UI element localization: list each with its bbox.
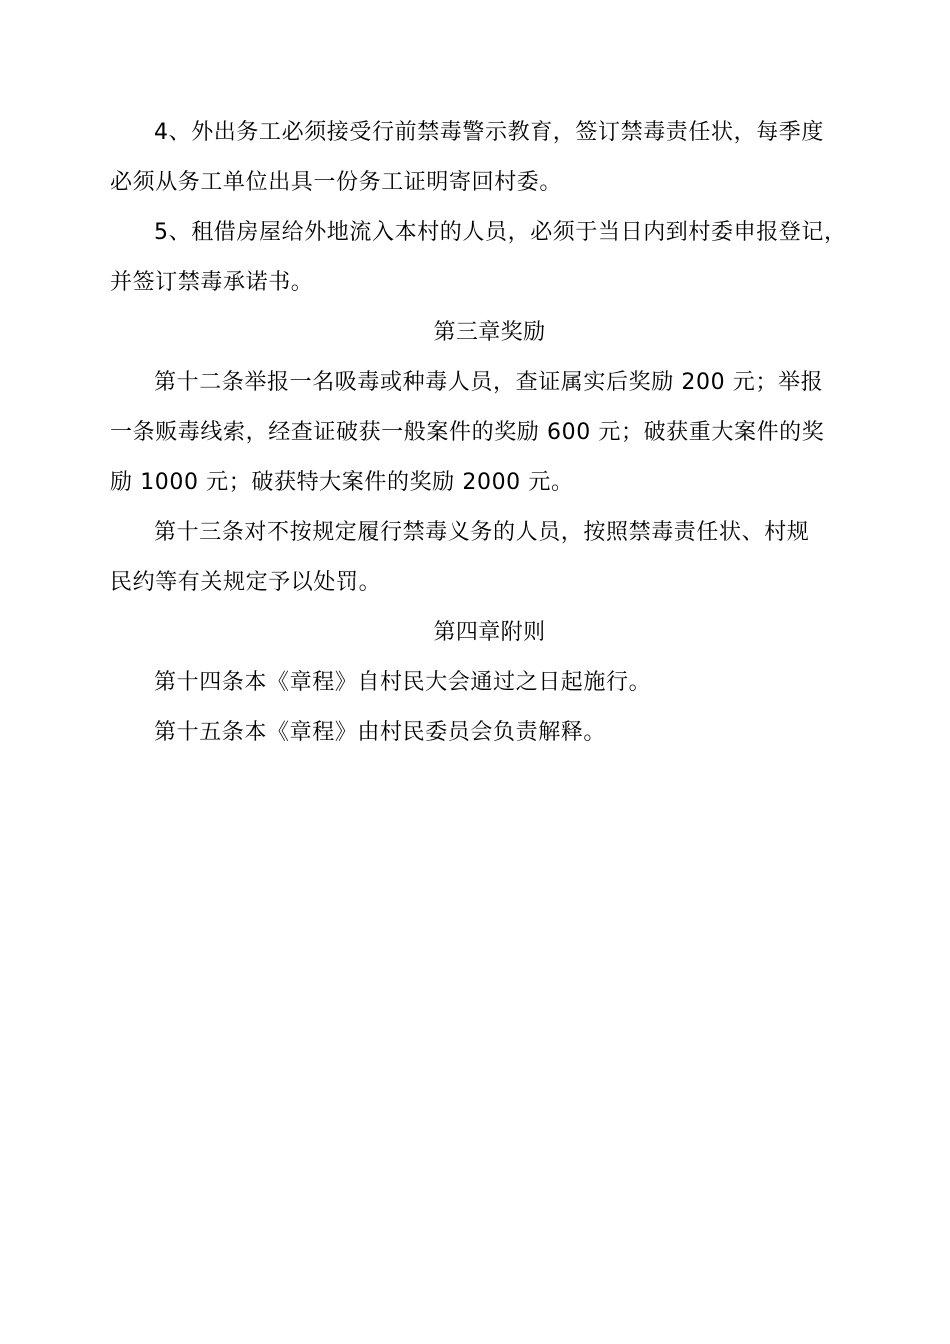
paragraph-item-4 (110, 108, 852, 208)
paragraph-line: 励 1000 元；破获特大案件的奖励 2000 元。 (110, 470, 574, 495)
document-body (110, 108, 852, 758)
article-12 (110, 358, 852, 508)
article-15 (110, 708, 852, 758)
paragraph-line: 4、外出务工必须接受行前禁毒警示教育，签订禁毒责任状，每季度 (154, 120, 824, 145)
paragraph-item-5 (110, 208, 852, 308)
paragraph-line: 必须从务工单位出具一份务工证明寄回村委。 (110, 170, 563, 195)
chapter-heading-rewards: 第三章奖励 (433, 320, 546, 345)
paragraph-line: 第十二条举报一名吸毒或种毒人员，查证属实后奖励 200 元；举报 (154, 370, 824, 395)
paragraph-line: 5、租借房屋给外地流入本村的人员，必须于当日内到村委申报登记， (154, 220, 847, 245)
article-14 (110, 658, 852, 708)
article-13 (110, 508, 852, 608)
paragraph-line: 并签订禁毒承诺书。 (110, 270, 314, 295)
paragraph-line: 一条贩毒线索，经查证破获一般案件的奖励 600 元；破获重大案件的奖 (110, 420, 825, 445)
chapter-heading-supplementary: 第四章附则 (433, 620, 546, 645)
paragraph-line: 第十四条本《章程》自村民大会通过之日起施行。 (154, 670, 652, 695)
paragraph-line: 民约等有关规定予以处罚。 (110, 570, 382, 595)
paragraph-line: 第十三条对不按规定履行禁毒义务的人员，按照禁毒责任状、村规 (154, 520, 810, 545)
paragraph-line: 第十五条本《章程》由村民委员会负责解释。 (154, 720, 607, 745)
